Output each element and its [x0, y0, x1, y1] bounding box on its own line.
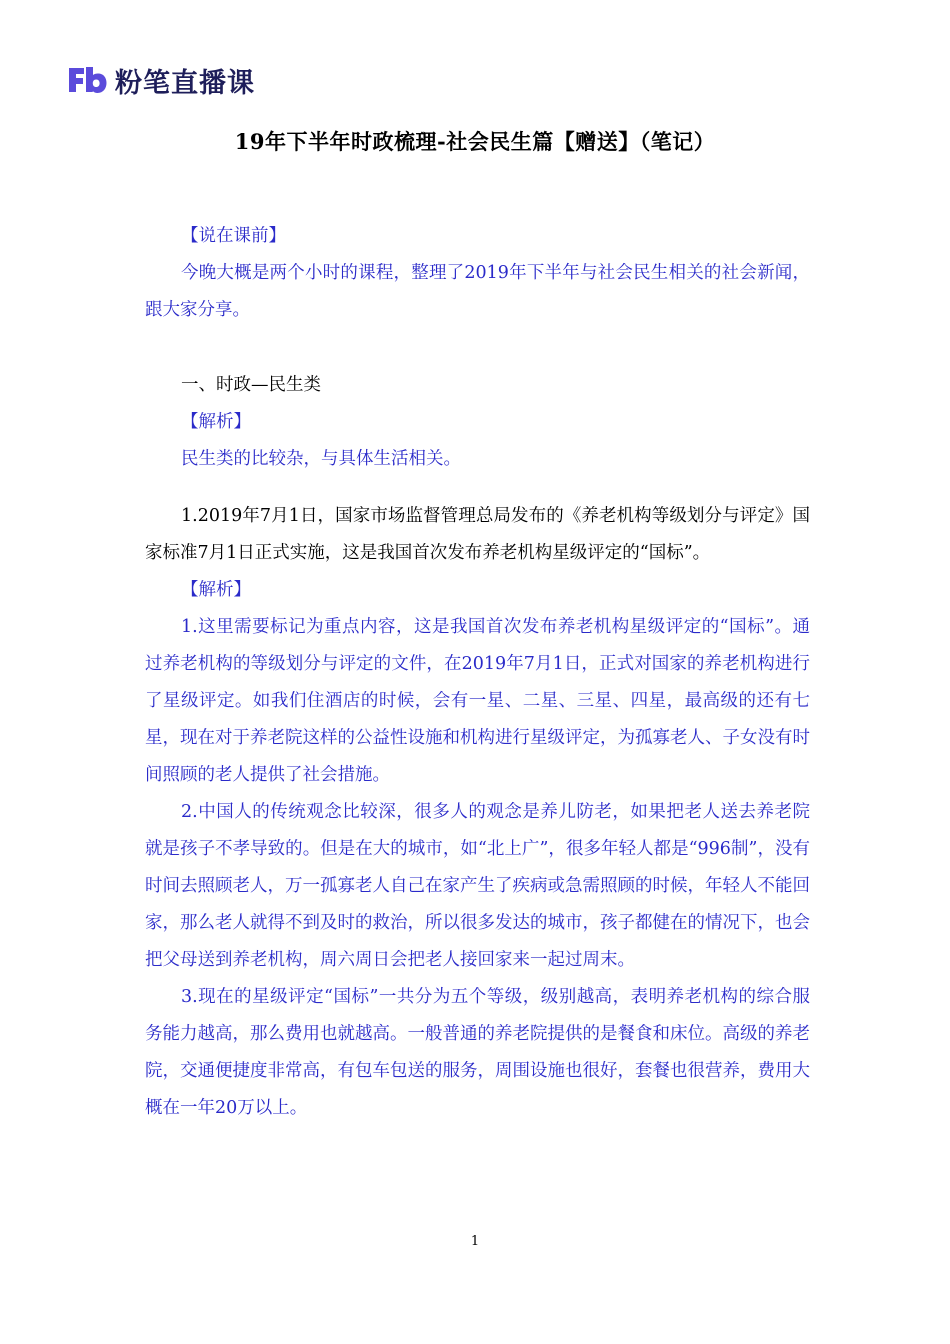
- spacer: [145, 478, 810, 498]
- analysis-point: 2.中国人的传统观念比较深，很多人的观念是养儿防老，如果把老人送去养老院就是孩子不孝导致的。但是在大的城市，如“北上广”，很多年轻人都是“996制”，没有时间去照顾老人，万一孤寡老人自己在家产生了疾病或急需照顾的时候，年轻人不能回家，那么老人就得不到及时的救治，所以很多发达的城市，孩子都健在的情况下，也会把父母送到养老机构，周六周日会把老人接回家来一起过周末。: [145, 802, 810, 970]
- analysis-label: 【解析】: [181, 580, 251, 600]
- intro-text: 今晚大概是两个小时的课程，整理了2019年下半年与社会民生相关的社会新闻，跟大家分享。: [145, 263, 810, 320]
- analysis-text: 民生类的比较杂，与具体生活相关。: [181, 449, 461, 469]
- section-heading: 一、时政—民生类: [181, 375, 321, 395]
- analysis-point: 1.这里需要标记为重点内容，这是我国首次发布养老机构星级评定的“国标”。通过养老机构的等级划分与评定的文件，在2019年7月1日，正式对国家的养老机构进行了星级评定。如我们住酒店的时候，会有一星、二星、三星、四星，最高级的还有七星，现在对于养老院这样的公益性设施和机构进行星级评定，为孤寡老人、子女没有时间照顾的老人提供了社会措施。: [145, 617, 810, 785]
- intro-heading: 【说在课前】: [181, 226, 286, 246]
- document-title: 19年下半年时政梳理-社会民生篇【赠送】（笔记）: [234, 129, 716, 154]
- page-number: 1: [470, 1234, 480, 1249]
- brand-logo: [67, 62, 255, 98]
- spacer: [145, 329, 810, 367]
- analysis-label: 【解析】: [181, 412, 251, 432]
- brand-name: 粉笔直播课: [115, 67, 255, 99]
- document-body: [145, 218, 810, 1127]
- fb-logo-icon: [67, 65, 107, 95]
- analysis-point: 3.现在的星级评定“国标”一共分为五个等级，级别越高，表明养老机构的综合服务能力越高，那么费用也就越高。一般普通的养老院提供的是餐食和床位。高级的养老院，交通便捷度非常高，有包车包送的服务，周围设施也很好，套餐也很营养，费用大概在一年20万以上。: [145, 987, 810, 1118]
- news-item: 1.2019年7月1日，国家市场监督管理总局发布的《养老机构等级划分与评定》国家标准7月1日正式实施，这是我国首次发布养老机构星级评定的“国标”。: [145, 506, 810, 563]
